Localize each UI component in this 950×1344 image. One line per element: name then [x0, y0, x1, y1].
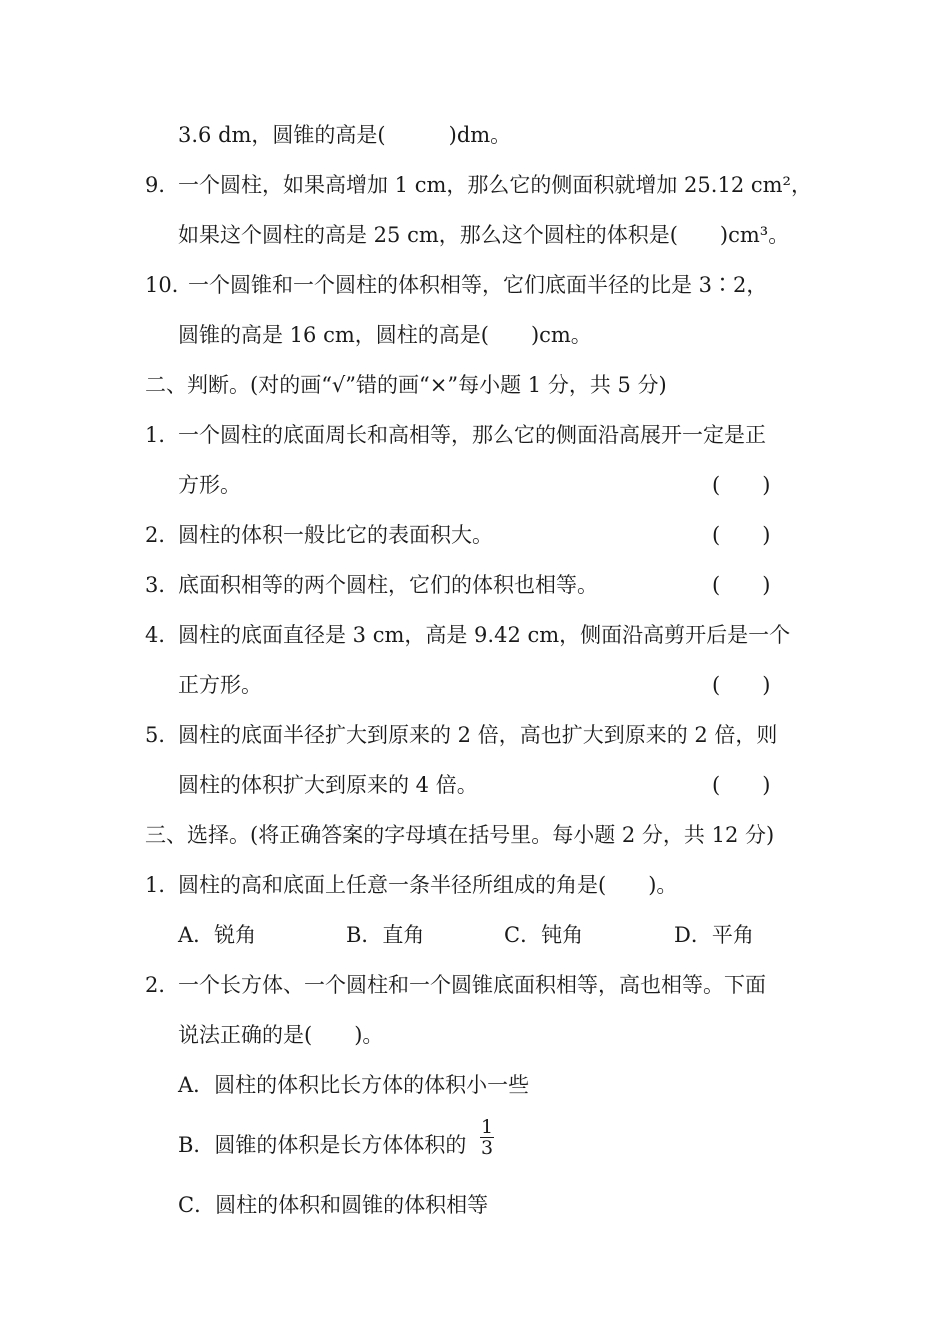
judge-item-3-number: 3． [145, 573, 180, 597]
q9-number: 9． [145, 173, 180, 197]
choice-q1-text: 圆柱的高和底面上任意一条半径所组成的角是( )。 [178, 873, 678, 897]
q10-line1: 一个圆锥和一个圆柱的体积相等，它们底面半径的比是 3∶2， [188, 273, 768, 297]
choice-q1-option-d[interactable]: D．平角 [674, 923, 754, 947]
judge-item-4-line1: 圆柱的底面直径是 3 cm，高是 9.42 cm，侧面沿高剪开后是一个 [178, 623, 791, 647]
judge-item-2-number: 2． [145, 523, 180, 547]
q10-line2: 圆锥的高是 16 cm，圆柱的高是( )cm。 [178, 323, 592, 347]
q9-line1: 一个圆柱，如果高增加 1 cm，那么它的侧面积就增加 25.12 cm²， [178, 173, 812, 197]
judge-item-1-line2: 方形。 [178, 473, 241, 497]
q8-tail-text: 3.6 dm，圆锥的高是( )dm。 [178, 123, 512, 147]
q10-number: 10． [145, 273, 193, 297]
judge-item-1-answer-paren[interactable]: ( ) [712, 473, 771, 497]
judge-item-1-line1: 一个圆柱的底面周长和高相等，那么它的侧面沿高展开一定是正 [178, 423, 766, 447]
choice-q1-number: 1． [145, 873, 180, 897]
fraction-numerator: 1 [481, 1116, 494, 1138]
choice-heading: 三、选择。(将正确答案的字母填在括号里。每小题 2 分，共 12 分) [145, 823, 775, 847]
one-third-fraction [480, 1117, 494, 1158]
judge-item-5-line1: 圆柱的底面半径扩大到原来的 2 倍，高也扩大到原来的 2 倍，则 [178, 723, 778, 747]
choice-q2-option-b[interactable]: B．圆锥的体积是长方体体积的 [178, 1133, 467, 1157]
judge-item-3-line1: 底面积相等的两个圆柱，它们的体积也相等。 [178, 573, 598, 597]
choice-q2-option-c[interactable]: C．圆柱的体积和圆锥的体积相等 [178, 1193, 489, 1217]
choice-q1-option-a[interactable]: A．锐角 [178, 923, 257, 947]
choice-q2-number: 2． [145, 973, 180, 997]
judge-item-5-answer-paren[interactable]: ( ) [712, 773, 771, 797]
judge-item-4-answer-paren[interactable]: ( ) [712, 673, 771, 697]
choice-q2-option-a[interactable]: A．圆柱的体积比长方体的体积小一些 [178, 1073, 530, 1097]
judge-item-4-number: 4． [145, 623, 180, 647]
judge-item-2-answer-paren[interactable]: ( ) [712, 523, 771, 547]
judge-item-5-line2: 圆柱的体积扩大到原来的 4 倍。 [178, 773, 478, 797]
choice-q2-line2: 说法正确的是( )。 [178, 1023, 384, 1047]
choice-q2-line1: 一个长方体、一个圆柱和一个圆锥底面积相等，高也相等。下面 [178, 973, 766, 997]
fraction-denominator: 3 [481, 1137, 494, 1159]
q9-line2: 如果这个圆柱的高是 25 cm，那么这个圆柱的体积是( )cm³。 [178, 223, 790, 247]
choice-q1-option-b[interactable]: B．直角 [346, 923, 425, 947]
judge-item-5-number: 5． [145, 723, 180, 747]
judge-item-4-line2: 正方形。 [178, 673, 262, 697]
judge-item-2-line1: 圆柱的体积一般比它的表面积大。 [178, 523, 493, 547]
choice-q1-option-c[interactable]: C．钝角 [504, 923, 584, 947]
judge-item-1-number: 1． [145, 423, 180, 447]
judge-heading: 二、判断。(对的画“√”错的画“×”每小题 1 分，共 5 分) [145, 373, 667, 397]
judge-item-3-answer-paren[interactable]: ( ) [712, 573, 771, 597]
